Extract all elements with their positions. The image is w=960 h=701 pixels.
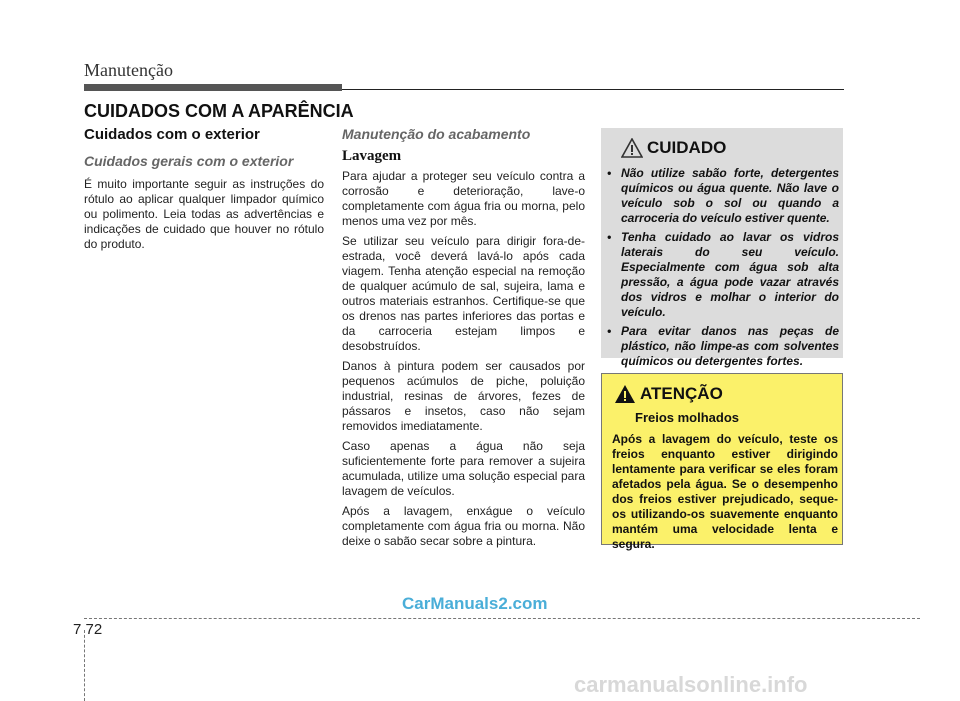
caution-label: CUIDADO [647,138,727,157]
warning-triangle-icon [614,384,636,404]
page-number: 7 72 [73,621,103,638]
bullet: • [607,230,612,244]
header-rule [342,89,844,90]
watermark-bottom: carmanualsonline.info [574,672,808,697]
middle-paragraph: Danos à pintura podem ser causados por pequenos acúmulos de piche, poluição industrial, resinas de árvores, fezes de pássaros e insetos, caso não sejam removidos imediatamente. [342,359,585,433]
header-bar [84,84,342,91]
middle-paragraph: Após a lavagem, enxágue o veículo completamente com água fria ou morna. Não deixe o sabão secar sobre a pintura. [342,504,585,548]
middle-body [342,169,585,549]
caution-item: • Tenha cuidado ao lavar os vidros laterais do seu veículo. Especialmente com água sob alta pressão, a água pode vazar através dos vidros e molhar o interior do veículo. [607,230,839,319]
caution-list [607,166,839,373]
left-column [84,126,324,252]
watermark-top: CarManuals2.com [402,594,548,613]
warning-subtitle: Freios molhados [635,410,740,425]
left-heading: Cuidados com o exterior [84,126,260,143]
middle-paragraph: Para ajudar a proteger seu veículo contra a corrosão e deterioração, lave-o completamente com água fria ou morna, pelo menos uma vez por mês. [342,169,585,228]
bullet: • [607,324,612,338]
warning-label: ATENÇÃO [640,384,723,403]
left-subheading: Cuidados gerais com o exterior [84,153,294,169]
caution-item: • Para evitar danos nas peças de plástico, não limpe-as com solventes químicos ou detergentes fortes. [607,324,839,368]
caution-item: • Não utilize sabão forte, detergentes químicos ou água quente. Não lave o veículo sob o sol ou quando a carroceria do veículo estiver quente. [607,166,839,225]
running-header: Manutenção [84,60,173,80]
caution-header [621,138,726,158]
section-title: CUIDADOS COM A APARÊNCIA [84,101,354,121]
caution-box [601,128,843,368]
footer-dashed-rule [84,618,920,619]
bullet: • [607,166,612,180]
warning-header [614,384,723,404]
left-paragraph: É muito importante seguir as instruções do rótulo ao aplicar qualquer limpador químico ou polimento. Leia todas as advertências e indicações de cuidado que houver no rótulo do produto. [84,177,324,251]
middle-paragraph: Se utilizar seu veículo para dirigir fora-de-estrada, você deverá lavá-lo após cada viagem. Tenha atenção especial na remoção de qualquer acúmulo de sal, sujeira, lama e outros materiais estranhos. Certifique-se que os drenos nas partes inferiores das portas e da carroceria estejam limpos e desobstruídos. [342,234,585,353]
middle-subheading: Lavagem [342,148,402,164]
middle-column [342,126,585,554]
middle-paragraph: Caso apenas a água não seja suficientemente forte para remover a sujeira acumulada, utilize uma solução especial para lavagem de veículos. [342,439,585,498]
middle-heading: Manutenção do acabamento [342,126,531,142]
footer-dashed-vertical [84,630,85,701]
warning-box [601,373,843,551]
warning-text: Após a lavagem do veículo, teste os freios enquanto estiver dirigindo lentamente para verificar se eles foram afetados pela água. Se o desempenho dos freios estiver prejudicado, seque-os utilizando-os suavemente enquanto mantém uma velocidade lenta e segura. [612,432,838,551]
warning-triangle-icon [621,138,643,158]
